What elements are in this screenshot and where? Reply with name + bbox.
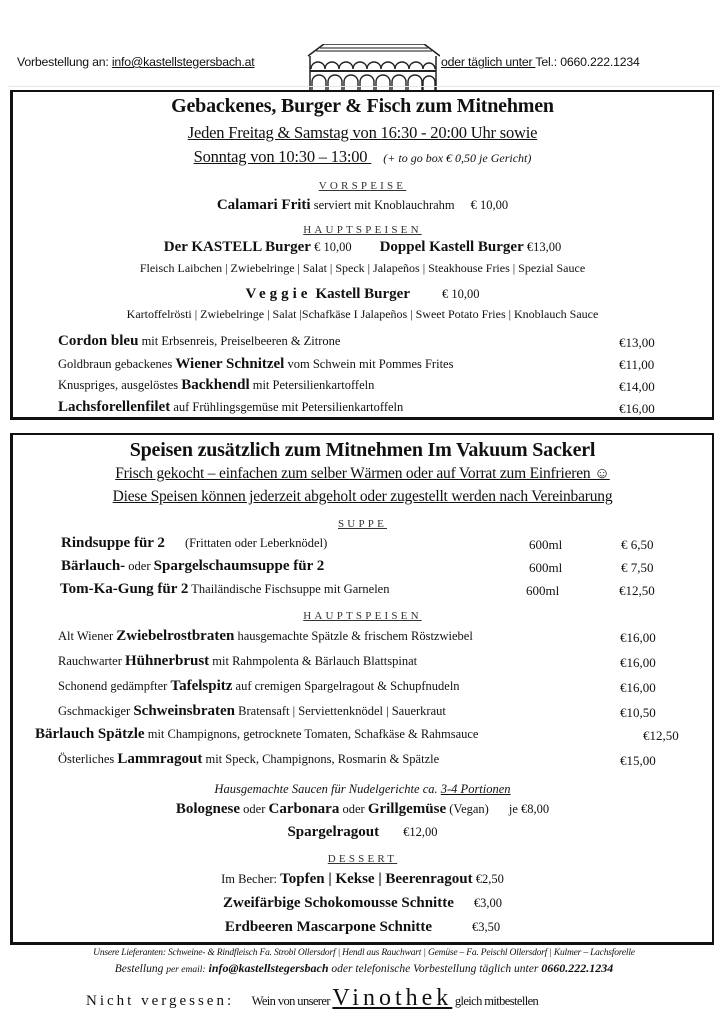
suppliers-line: Unsere Lieferanten: Schweine- & Rindfleisch Fa. Strobl Ollersdorf | Hendl aus Rauchwart | Gemüse – Fa. Peischl Ollersdorf | Kulmer – Lachsforelle (93, 948, 635, 958)
phone-prefix: oder täglich unter (441, 55, 536, 69)
item-name: Tafelspitz (170, 678, 233, 694)
item-price: €11,00 (619, 357, 655, 372)
item-name: Bärlauch- (61, 558, 126, 574)
item-name: Spargelragout (287, 824, 380, 840)
phone-contact-line (441, 55, 640, 69)
menu-item-schokomousse (13, 894, 712, 912)
item-pre: Knuspriges, ausgelöstes (58, 378, 182, 392)
item-desc: Bratensaft | Serviettenknödel | Sauerkraut (235, 704, 446, 718)
item-price: €3,00 (473, 896, 502, 910)
section-heading-vorspeise: VORSPEISE (318, 180, 407, 192)
item-pre: Österliches (58, 752, 118, 766)
order-email-link[interactable]: info@kastellstegersbach (205, 961, 329, 975)
order-mid: oder telefonische Vorbestellung täglich unter (328, 963, 542, 975)
item-name: Erdbeeren Mascarpone Schnitte (224, 919, 433, 935)
menu-item-baerlauch-spaetzle (35, 725, 478, 743)
item-price: €13,00 (619, 335, 655, 350)
item-desc: mit Speck, Champignons, Rosmarin & Spätzle (202, 752, 440, 766)
item-name: Lachsforellenfilet (58, 399, 171, 415)
item-name: Doppel Kastell Burger (379, 239, 524, 255)
menu-item-zwiebelrostbraten (58, 627, 473, 645)
item-name: Rindsuppe für 2 (61, 535, 165, 551)
item-name: Backhendl (181, 377, 250, 393)
menu-item-lammragout (58, 750, 439, 768)
item-name: Cordon bleu (58, 333, 139, 349)
item-pre: Rauchwarter (58, 654, 125, 668)
sauce-name: Grillgemüse (367, 801, 447, 817)
box2-subtitle-line2: Diese Speisen können jederzeit abgeholt oder zugestellt werden nach Vereinbarung (112, 488, 613, 505)
sauce-name: Carbonara (268, 801, 340, 817)
item-name: Calamari Friti (216, 197, 311, 213)
order-phone[interactable]: 0660.222.1234 (541, 961, 614, 975)
menu-item-tafelspitz (58, 677, 460, 695)
vacuum-bag-takeaway-box (10, 433, 714, 945)
box2-subtitle-line1: Frisch gekocht – einfachen zum selber Wärmen oder auf Vorrat zum Einfrieren ☺ (115, 465, 610, 482)
menu-item-veggie-burger (13, 285, 712, 303)
box1-title: Gebackenes, Burger & Fisch zum Mitnehmen (171, 95, 554, 117)
item-name: Schweinsbraten (133, 703, 236, 719)
item-price: €15,00 (620, 753, 656, 768)
item-pre: Im Becher: (221, 872, 281, 886)
order-line (0, 961, 728, 976)
menu-item-becher (13, 870, 712, 888)
item-desc: serviert mit Knoblauchrahm (310, 198, 455, 212)
section-heading-hauptspeisen: HAUPTSPEISEN (303, 224, 422, 236)
menu-item-huehnerbrust (58, 652, 417, 670)
item-name: Der KASTELL Burger (163, 239, 311, 255)
menu-item-baerlauch-spargel-suppe (61, 557, 324, 575)
header (0, 44, 728, 84)
box1-hours-line2: Sonntag von 10:30 – 13:00 (193, 147, 372, 166)
takeaway-fried-burger-fish-box (10, 90, 714, 420)
menu-item-mascarpone (13, 918, 712, 936)
menu-item-tom-ka-gung (60, 580, 389, 598)
item-price: €10,50 (620, 705, 656, 720)
item-name: Lammragout (117, 751, 203, 767)
item-price: je €8,00 (508, 802, 550, 816)
wine-post: gleich mitbestellen (452, 994, 539, 1008)
order-pre: Bestellung (114, 963, 167, 975)
item-desc: auf Frühlingsgemüse mit Petersilienkartoffeln (170, 400, 404, 414)
menu-item-burgers (13, 238, 712, 256)
item-price: €16,00 (620, 630, 656, 645)
item-price: €14,00 (619, 379, 655, 394)
menu-item-schweinsbraten (58, 702, 446, 720)
item-pre: Schonend gedämpfter (58, 679, 171, 693)
sauce-name: Bolognese (175, 801, 241, 817)
kastell-building-logo (306, 44, 440, 92)
item-price: €12,50 (643, 728, 679, 743)
item-desc: hausgemachte Spätzle & frischem Röstzwiebel (234, 629, 473, 643)
menu-item-rindsuppe (61, 534, 327, 552)
item-price: €13,00 (523, 240, 562, 254)
menu-item-wiener-schnitzel (58, 355, 453, 373)
item-name: Zwiebelrostbraten (116, 628, 235, 644)
order-small: per email: (166, 965, 206, 975)
item-pre: Goldbraun gebackenes (58, 357, 176, 371)
sauce-or: oder (240, 802, 269, 816)
order-contact-line (17, 55, 255, 69)
item-price: €12,50 (619, 583, 655, 598)
menu-item-calamari (13, 196, 712, 214)
item-size: 600ml (526, 583, 560, 598)
item-name: Kastell Burger (315, 286, 411, 302)
box1-hours-line2-wrap (13, 147, 712, 167)
menu-item-lachsforellenfilet (58, 398, 403, 416)
item-price: €16,00 (619, 401, 655, 416)
item-price: € 10,00 (442, 287, 480, 301)
saucen-intro-text: Hausgemachte Saucen für Nudelgerichte ca. (214, 782, 441, 796)
item-desc: oder (125, 559, 154, 573)
item-name: Hühnerbrust (124, 653, 210, 669)
item-desc: auf cremigen Spargelragout & Schupfnudeln (232, 679, 460, 693)
order-prefix: Vorbestellung an: (17, 55, 109, 69)
reminder-label: Nicht vergessen: (86, 993, 235, 1009)
item-desc: mit Champignons, getrocknete Tomaten, Schafkäse & Rahmsauce (144, 727, 479, 741)
header-divider (8, 86, 720, 87)
section-heading-suppe: SUPPE (337, 518, 388, 530)
item-price: € 10,00 (310, 240, 352, 254)
item-price: € 10,00 (470, 198, 509, 212)
item-name: Bärlauch Spätzle (35, 726, 145, 742)
item-desc: (Frittaten oder Leberknödel) (184, 536, 328, 550)
saucen-intro (13, 782, 712, 797)
menu-item-cordon-bleu (58, 332, 340, 350)
item-price: €12,00 (403, 825, 438, 839)
item-name: Tom-Ka-Gung für 2 (60, 581, 189, 597)
to-go-box-note: (+ to go box € 0,50 je Gericht) (383, 151, 532, 165)
menu-item-saucen (13, 800, 712, 818)
item-price: € 6,50 (621, 537, 654, 552)
sauce-or: oder (339, 802, 368, 816)
item-price: €16,00 (620, 680, 656, 695)
menu-item-backhendl (58, 376, 374, 394)
email-link[interactable]: info@kastellstegersbach.at (111, 55, 255, 69)
wine-pre: Wein von unserer (251, 994, 333, 1008)
item-name: Zweifärbige Schokomousse Schnitte (223, 895, 454, 911)
item-desc: mit Petersilienkartoffeln (249, 378, 375, 392)
item-desc: Thailändische Fischsuppe mit Garnelen (188, 582, 390, 596)
phone-number[interactable]: Tel.: 0660.222.1234 (535, 55, 640, 69)
saucen-portions: 3-4 Portionen (440, 782, 511, 796)
menu-item-spargelragout (13, 823, 712, 841)
burger-description: Fleisch Laibchen | Zwiebelringe | Salat | Speck | Jalapeños | Steakhouse Fries | Spezial Sauce (139, 261, 586, 275)
item-price: €16,00 (620, 655, 656, 670)
section-heading-hauptspeisen-2: HAUPTSPEISEN (303, 610, 422, 622)
item-name: Topfen | Kekse | Beerenragout (280, 871, 473, 887)
item-desc: mit Erbsenreis, Preiselbeeren & Zitrone (138, 334, 341, 348)
veggie-description: Kartoffelrösti | Zwiebelringe | Salat |Schafkäse I Jalapeños | Sweet Potato Fries | Knoblauch Sauce (126, 307, 599, 321)
item-name: Spargelschaumsuppe für 2 (153, 558, 325, 574)
item-size: 600ml (529, 537, 563, 552)
item-name: Wiener Schnitzel (175, 356, 285, 372)
item-desc: vom Schwein mit Pommes Frites (284, 357, 454, 371)
item-price: €2,50 (472, 872, 504, 886)
section-heading-dessert: DESSERT (327, 853, 398, 865)
item-desc: mit Rahmpolenta & Bärlauch Blattspinat (209, 654, 418, 668)
box2-title: Speisen zusätzlich zum Mitnehmen Im Vakuum Sackerl (129, 439, 596, 461)
vinothek-link[interactable]: Vinothek (332, 985, 453, 1011)
box1-hours-line1: Jeden Freitag & Samstag von 16:30 - 20:00 Uhr sowie (187, 123, 538, 142)
item-price: €3,50 (472, 920, 501, 934)
sauce-vegan-note: (Vegan) (446, 802, 489, 816)
item-size: 600ml (529, 560, 563, 575)
item-pre: Gschmackiger (58, 704, 134, 718)
item-price: € 7,50 (621, 560, 654, 575)
wine-reminder (86, 985, 538, 1012)
veggie-prefix: Veggie (245, 286, 312, 302)
item-pre: Alt Wiener (58, 629, 117, 643)
